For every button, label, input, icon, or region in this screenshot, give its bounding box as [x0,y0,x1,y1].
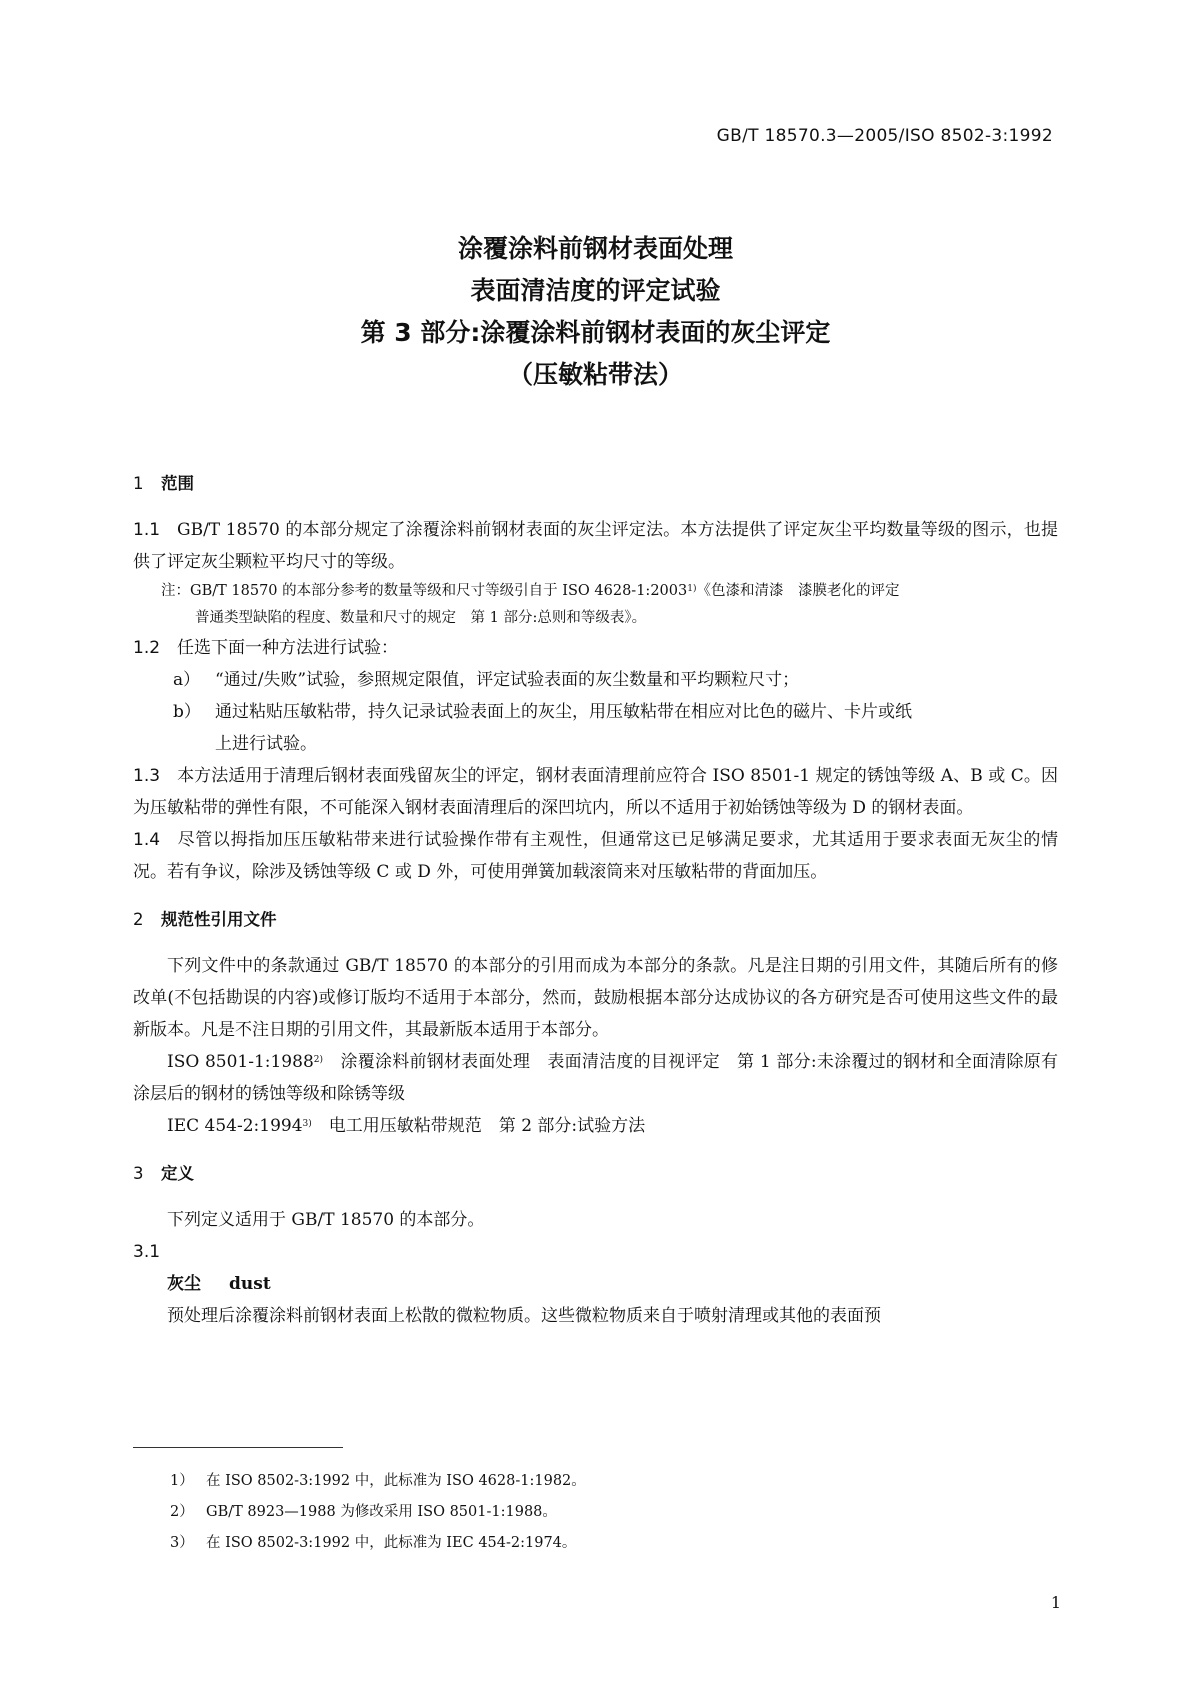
clause-1-3 [133,760,1058,824]
note-text-cont: 《色漆和清漆 漆膜老化的评定 [696,583,900,599]
reference-iec-454-2 [133,1110,1058,1142]
footnote-divider [133,1447,343,1448]
list-item-b [133,696,1058,760]
list-item-a [133,664,1058,696]
clause-number: 1.4 [133,830,161,850]
term-chinese: 灰尘 [167,1274,201,1294]
list-item-label: b） [173,702,201,722]
note-text: GB/T 18570 的本部分参考的数量等级和尺寸等级引自于 ISO 4628-1:2003 [190,583,688,599]
reference-code: IEC 454-2:1994 [167,1116,303,1136]
reference-title: 电工用压敏粘带规范 第 2 部分:试验方法 [311,1116,646,1136]
reference-title: 涂覆涂料前钢材表面处理 表面清洁度的目视评定 第 1 部分:未涂覆过的钢材和全面清除原有涂层后的钢材的锈蚀等级和除锈等级 [133,1052,1058,1104]
document-title [0,228,1191,396]
footnote-number: 3） [170,1535,194,1551]
footnote-text: 在 ISO 8502-3:1992 中，此标准为 ISO 4628-1:1982。 [206,1473,586,1489]
title-line-3: 第 3 部分:涂覆涂料前钢材表面的灰尘评定 [360,318,831,347]
clause-text: 本方法适用于清理后钢材表面残留灰尘的评定，钢材表面清理前应符合 ISO 8501-1 规定的锈蚀等级 A、B 或 C。因为压敏粘带的弹性有限，不可能深入钢材表面清理后的深凹坑内，所以不适用于初始锈蚀等级为 D 的钢材表面。 [133,766,1058,818]
section-title: 范围 [161,474,194,493]
standard-code: GB/T 18570.3—2005/ISO 8502-3:1992 [716,126,1053,146]
footnote-text: 在 ISO 8502-3:1992 中，此标准为 IEC 454-2:1974。 [206,1535,577,1551]
section-title: 规范性引用文件 [161,910,277,929]
footnote-number: 2） [170,1504,194,1520]
main-content [133,458,1058,1332]
clause-text: 任选下面一种方法进行试验： [177,638,398,658]
reference-code: ISO 8501-1:1988 [167,1052,314,1072]
term-english: dust [229,1274,271,1294]
clause-text: 尽管以拇指加压压敏粘带来进行试验操作带有主观性，但通常这已足够满足要求，尤其适用于要求表面无灰尘的情况。若有争议，除涉及锈蚀等级 C 或 D 外，可使用弹簧加载滚筒来对压敏粘带的背面加压。 [133,830,1058,882]
section-2-paragraph: 下列文件中的条款通过 GB/T 18570 的本部分的引用而成为本部分的条款。凡是注日期的引用文件，其随后所有的修改单(不包括勘误的内容)或修订版均不适用于本部分，然而，鼓励根据本部分达成协议的各方研究是否可使用这些文件的最新版本。凡是不注日期的引用文件，其最新版本适用于本部分。 [133,956,1058,1040]
page-number: 1 [1050,1593,1061,1612]
footnote-item [170,1497,1050,1528]
footnote-number: 1） [170,1473,194,1489]
section-number: 2 [133,910,144,929]
section-title: 定义 [161,1164,194,1183]
definition-text: 预处理后涂覆涂料前钢材表面上松散的微粒物质。这些微粒物质来自于喷射清理或其他的表面预 [167,1306,881,1326]
footnote-ref: 3) [302,1119,312,1129]
clause-1-2 [133,632,1058,664]
title-line-2: 表面清洁度的评定试验 [470,276,721,305]
note [133,578,1058,632]
footnote-text: GB/T 8923—1988 为修改采用 ISO 8501-1:1988。 [206,1504,557,1520]
clause-number: 1.1 [133,520,161,540]
note-text-line2: 普通类型缺陷的程度、数量和尺寸的规定 第 1 部分:总则和等级表》。 [195,610,647,626]
clause-number: 1.3 [133,766,161,786]
note-label: 注： [161,583,190,599]
reference-iso-8501-1 [133,1046,1058,1110]
section-3-heading [133,1158,1058,1190]
footnotes [170,1466,1050,1559]
definition-number: 3.1 [133,1242,161,1262]
footnote-ref: 1) [687,584,697,594]
footnote-item [170,1528,1050,1559]
list-item-text: “通过/失败”试验，参照规定限值，评定试验表面的灰尘数量和平均颗粒尺寸； [215,670,800,690]
footnote-ref: 2) [313,1055,324,1065]
clause-1-4 [133,824,1058,888]
list-item-text-cont: 上进行试验。 [215,734,317,754]
section-2-heading [133,904,1058,936]
footnote-item [170,1466,1050,1497]
list-item-label: a） [173,670,201,690]
title-line-4: （压敏粘带法） [507,360,683,389]
list-item-text: 通过粘贴压敏粘带，持久记录试验表面上的灰尘，用压敏粘带在相应对比色的磁片、卡片或纸 [215,702,912,722]
term-entry [133,1268,1058,1300]
section-3-paragraph: 下列定义适用于 GB/T 18570 的本部分。 [167,1210,485,1230]
clause-number: 1.2 [133,638,161,658]
clause-text: GB/T 18570 的本部分规定了涂覆涂料前钢材表面的灰尘评定法。本方法提供了评定灰尘平均数量等级的图示，也提供了评定灰尘颗粒平均尺寸的等级。 [133,520,1058,572]
section-number: 1 [133,474,144,493]
section-1-heading [133,468,1058,500]
section-number: 3 [133,1164,144,1183]
title-line-1: 涂覆涂料前钢材表面处理 [457,234,733,263]
clause-1-1 [133,514,1058,578]
